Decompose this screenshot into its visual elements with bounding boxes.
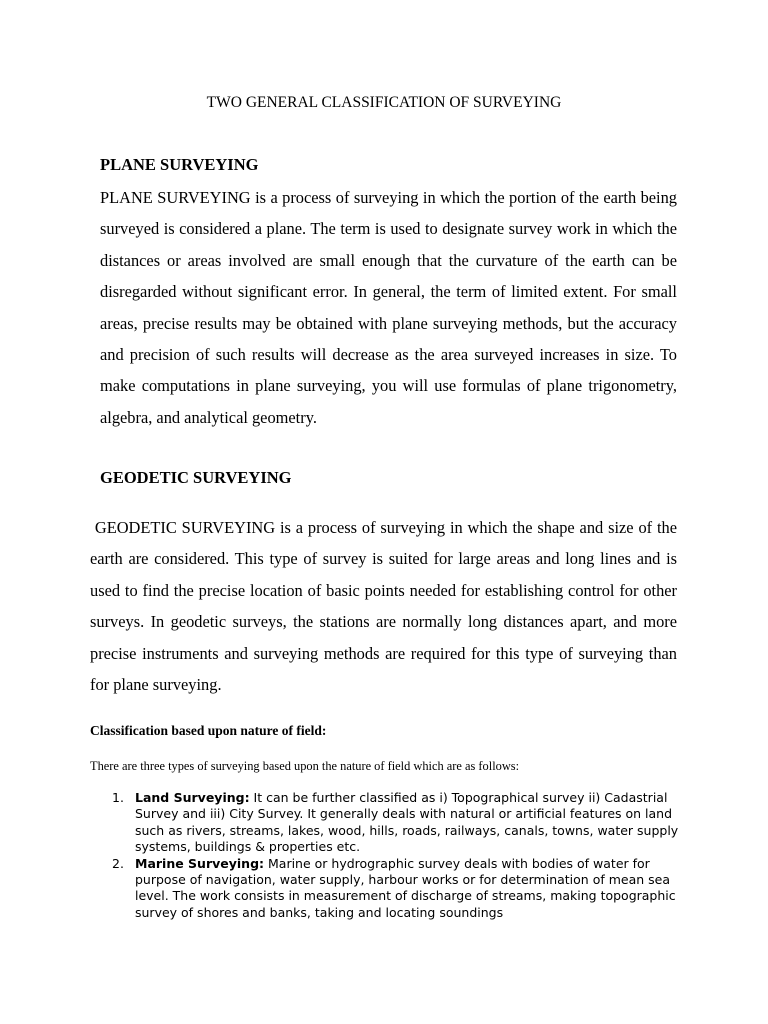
list-item-land-surveying <box>90 790 680 856</box>
list-item-number: 1. <box>112 790 124 805</box>
list-item-term: Marine Surveying: <box>135 855 265 871</box>
list-item-term: Land Surveying: <box>135 790 250 805</box>
list-item-marine-surveying <box>90 856 680 922</box>
list-item-text: It can be further classified as i) Topographical survey ii) Cadastrial Survey and iii) City Survey. It generally deals with natural or artificial features on land such as rivers, streams, lakes, wood, hills, roads, railways, canals, towns, water supply systems, buildings & properties etc. <box>135 790 679 855</box>
plane-surveying-heading: PLANE SURVEYING <box>100 155 259 174</box>
surveying-types-list <box>90 790 680 921</box>
geodetic-surveying-paragraph: GEODETIC SURVEYING is a process of surveying in which the shape and size of the earth are considered. This type of survey is suited for large areas and long lines and is used to find the precise location of basic points needed for establishing control for other surveys. In geodetic surveys, the stations are normally long distances apart, and more precise instruments and surveying methods are required for this type of surveying than for plane surveying. <box>90 518 682 695</box>
list-item-text: Marine or hydrographic survey deals with bodies of water for purpose of navigation, water supply, harbour works or for determination of mean sea level. The work consists in measurement of discharge of streams, making topographic survey of shores and banks, taking and locating soundings <box>135 855 676 920</box>
plane-surveying-paragraph: PLANE SURVEYING is a process of surveying in which the portion of the earth being surveyed is considered a plane. The term is used to designate survey work in which the distances or areas involved are small enough that the curvature of the earth can be disregarded without significant error. In general, the term of limited extent. For small areas, precise results may be obtained with plane surveying methods, but the accuracy and precision of such results will decrease as the area surveyed increases in size. To make computations in plane surveying, you will use formulas of plane trigonometry, algebra, and analytical geometry. <box>100 188 677 427</box>
document-title: TWO GENERAL CLASSIFICATION OF SURVEYING <box>206 94 562 111</box>
classification-heading: Classification based upon nature of field: <box>90 723 327 738</box>
list-item-number: 2. <box>112 855 124 871</box>
classification-intro: There are three types of surveying based upon the nature of field which are as follows: <box>90 759 520 773</box>
geodetic-surveying-heading: GEODETIC SURVEYING <box>100 468 292 487</box>
